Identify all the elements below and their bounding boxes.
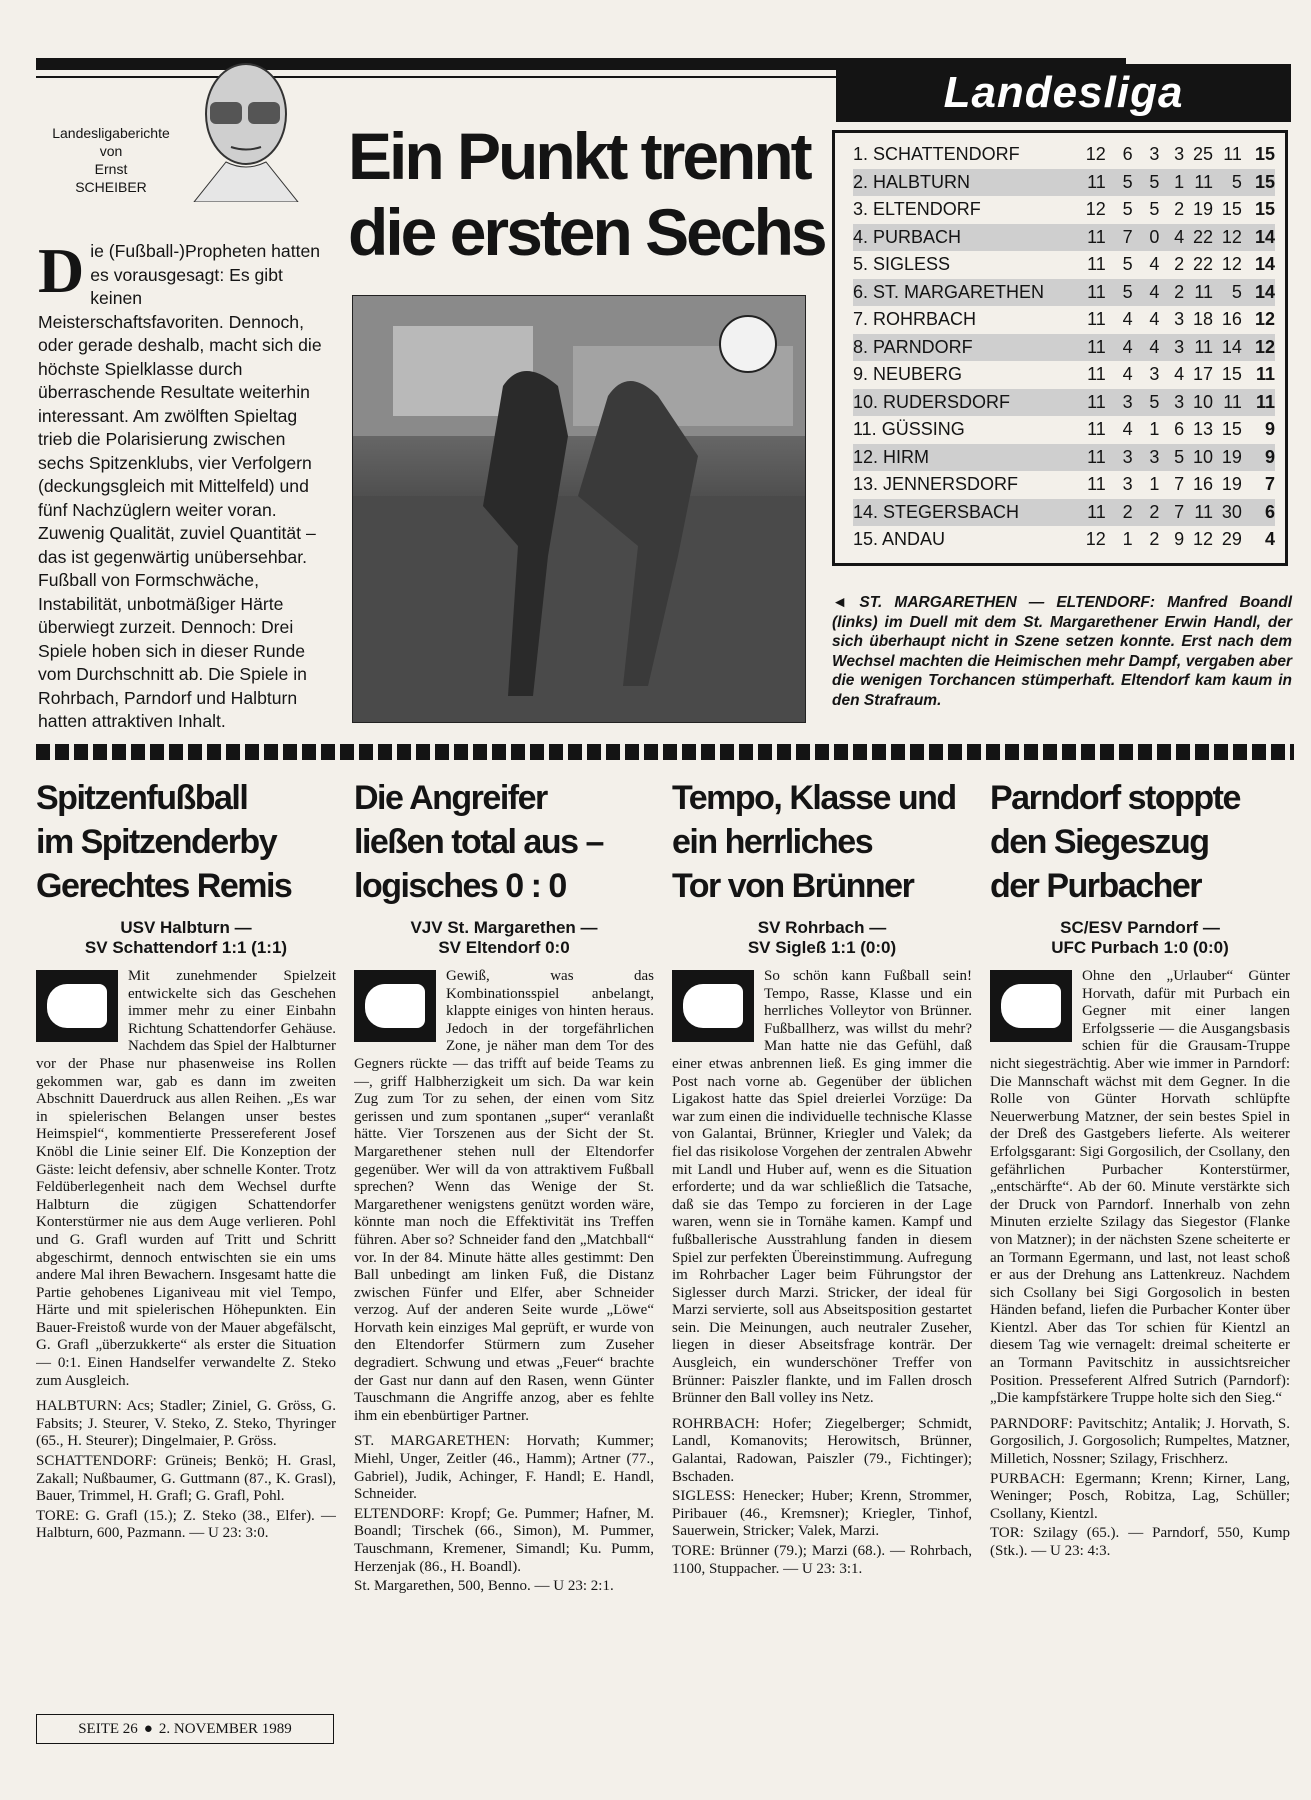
standings-cell-ga: 12: [1221, 254, 1242, 275]
article-headline: [672, 776, 972, 908]
standings-cell-w: 7: [1106, 224, 1133, 252]
standings-row: [853, 389, 1275, 417]
lineup-line: TORE: G. Grafl (15.); Z. Steko (38., Elfer). — Halbturn, 600, Pazmann. — U 23: 3:0.: [36, 1507, 336, 1542]
standings-cell-l: 2: [1174, 254, 1185, 275]
match-result: [990, 918, 1290, 958]
page-number: SEITE 26: [78, 1720, 138, 1737]
standings-cell-p: 11: [1087, 254, 1106, 275]
standings-cell-d: 4: [1133, 334, 1160, 362]
standings-cell-l: 6: [1174, 419, 1185, 440]
dropcap: D: [38, 240, 85, 306]
article-headline-line: den Siegeszug: [990, 823, 1209, 861]
standings-cell-l: 5: [1159, 444, 1184, 472]
standings-cell-p: 11: [1075, 169, 1106, 197]
standings-cell-ga: 14: [1213, 334, 1242, 362]
standings-cell-p: 11: [1087, 309, 1106, 330]
match-result-line: SV Schattendorf 1:1 (1:1): [84, 938, 288, 957]
standings-cell-p: 11: [1075, 389, 1106, 417]
match-photo: [352, 295, 806, 723]
standings-cell-pts: 11: [1242, 389, 1275, 417]
standings-cell-gf: 22: [1184, 224, 1213, 252]
article-body: Mit zunehmender Spielzeit entwickelte sich das Geschehen immer mehr zu einer Einbahn Richtung Schattendorfer Gehäuse. Nachdem das Spiel der Halbturner vor der Phase nur phasenweise ins Rollen gekommen war, gab es dann im zweiten Abschnitt Dauerdruck aus allen Reihen. „Es war in spielerischen Belangen unser bestes Heimspiel“, kommentierte Pressereferent Josef Knöbl die Linie seiner Elf. Die Konzeption der Gäste: leicht defensiv, aber schnelle Konter. Trotz Feldüberlegenheit nach dem Wechsel durfte Halbturn die zügigen Schattendorfer Konterstürmer nie aus dem Auge verlieren. Pohl und G. Grafl wurden auf Tritt und Schritt abgeschirmt, dennoch entwischten sie ein ums andere Mal ihren Bewachern. Insgesamt hatte die Partie gehobenes Liganiveau mit viel Tempo, Härte und mit spielerischen Höhepunkten. Ein Bauer-Freistoß wurde von der Mauer abgefälscht, G. Grafl „überzukkerte“ als erster die Situation — 0:1. Einen Handselfer verwandelte Z. Steko zum Ausgleich.: [36, 968, 336, 1389]
top-rule-thin: [36, 76, 836, 78]
standings-cell-w: 5: [1106, 279, 1133, 307]
standings-cell-team: 8. PARNDORF: [853, 334, 1075, 362]
lineup-line: SIGLESS: Henecker; Huber; Krenn, Strommer, Piribauer (46., Kremsner); Kriegler, Tinhof, Sauerwein, Stricker; Valek, Marzi.: [672, 1488, 972, 1540]
standings-cell-pts: 15: [1254, 199, 1275, 220]
lineup-line: ROHRBACH: Hofer; Ziegelberger; Schmidt, Landl, Komanovits; Herowitsch, Brünner, Galantai, Radowan, Paiszler (79., Fichtinger); Bschaden.: [672, 1415, 972, 1485]
standings-row: [853, 196, 1275, 224]
standings-cell-d: 5: [1133, 389, 1160, 417]
article-headline-line: Die Angreifer: [354, 779, 547, 817]
standings-cell-ga: 19: [1221, 474, 1242, 495]
byline-author: SCHEIBER: [75, 179, 147, 195]
standings-cell-w: 5: [1122, 254, 1133, 275]
standings-cell-pts: 7: [1264, 474, 1275, 495]
standings-cell-gf: 11: [1184, 169, 1213, 197]
standings-cell-gf: 13: [1193, 419, 1214, 440]
standings-cell-d: 5: [1149, 199, 1160, 220]
article-lineups: [672, 1416, 972, 1578]
standings-cell-d: 4: [1133, 279, 1160, 307]
standings-cell-l: 3: [1174, 144, 1185, 165]
standings-cell-ga: 5: [1213, 279, 1242, 307]
standings-cell-pts: 12: [1254, 309, 1275, 330]
page-footer: [36, 1714, 334, 1744]
byline-line: Landesligaberichte: [52, 125, 170, 141]
standings-cell-l: 4: [1159, 224, 1184, 252]
standings-cell-ga: 30: [1213, 499, 1242, 527]
article-headline: [36, 776, 336, 908]
standings-cell-gf: 18: [1193, 309, 1214, 330]
standings-cell-gf: 11: [1184, 279, 1213, 307]
standings-cell-team: 2. HALBTURN: [853, 169, 1075, 197]
standings-cell-team: 1. SCHATTENDORF: [853, 144, 1020, 165]
standings-row: [853, 361, 1275, 389]
standings-cell-gf: 16: [1193, 474, 1214, 495]
standings-cell-ga: 11: [1213, 389, 1242, 417]
standings-row: [853, 251, 1275, 279]
article-column: [990, 776, 1290, 1766]
standings-cell-p: 11: [1087, 474, 1106, 495]
standings-cell-ga: 19: [1213, 444, 1242, 472]
standings-cell-ga: 12: [1213, 224, 1242, 252]
standings-cell-pts: 14: [1242, 224, 1275, 252]
standings-cell-w: 5: [1122, 199, 1133, 220]
standings-cell-gf: 10: [1184, 389, 1213, 417]
byline: [36, 124, 186, 196]
photo-caption: ◄ ST. MARGARETHEN — ELTENDORF: Manfred Boandl (links) im Duell mit dem St. Margarethener Erwin Handl, der sich überhaupt nicht in Szene setzen konnte. Erst nach dem Wechsel machten die Heimischen mehr Dampf, vergaben aber die wenigen Torchancen stümperhaft. Eltendorf kam kaum in den Strafraum.: [832, 594, 1292, 709]
thumbs-up-icon: [990, 970, 1072, 1042]
article-lineups: [990, 1416, 1290, 1561]
standings-cell-team: 12. HIRM: [853, 444, 1075, 472]
standings-cell-pts: 9: [1242, 444, 1275, 472]
standings-cell-p: 12: [1085, 199, 1106, 220]
section-separator: [36, 744, 1294, 760]
standings-cell-w: 4: [1122, 419, 1133, 440]
article-headline-line: der Purbacher: [990, 867, 1202, 905]
standings-cell-team: 13. JENNERSDORF: [853, 474, 1019, 495]
match-result: [354, 918, 654, 958]
intro-text: [38, 240, 326, 730]
standings-cell-ga: 11: [1223, 144, 1242, 165]
standings-cell-pts: 12: [1242, 334, 1275, 362]
standings-cell-l: 3: [1159, 334, 1184, 362]
standings-cell-w: 6: [1122, 144, 1133, 165]
lineup-line: PARNDORF: Pavitschitz; Antalik; J. Horvath, S. Gorgosilich, J. Gorgosolich; Rumpeltes, Matzner, Milletich, Nossner; Szilagy, Frischherz.: [990, 1415, 1290, 1468]
standings-cell-gf: 11: [1184, 334, 1213, 362]
standings-row: [853, 141, 1275, 169]
article-headline: [354, 776, 654, 908]
standings-cell-d: 0: [1133, 224, 1160, 252]
standings-row: [853, 526, 1275, 554]
standings-cell-w: 3: [1106, 389, 1133, 417]
article-headline-line: ließen total aus –: [354, 823, 603, 861]
standings-cell-ga: 15: [1221, 419, 1242, 440]
standings-cell-l: 3: [1159, 389, 1184, 417]
standings-cell-l: 2: [1159, 279, 1184, 307]
standings-cell-ga: 16: [1221, 309, 1242, 330]
author-portrait: [186, 52, 306, 202]
article-body: Gewiß, was das Kombinationsspiel anbelangt, klappte einiges von hinten heraus. Jedoch in der torgefährlichen Zone, je näher man dem Tor des Gegners rückte — das trifft auf beide Teams zu —, griff Halbherzigkeit um sich. Da war kein Zug zum Tor zu sehen, der einen vom Sitz gerissen und zum spontanen „super“ veranlaßt hätte. Vier Torszenen aus der Sicht der St. Margarethener stehen null der Eltendorfer gegenüber. Wer will da von attraktivem Fußball sprechen? Wenn das Wenige der St. Margarethener wenigstens genützt worden wäre, könnte man noch die Effektivität ins Treffen führen. Aber so? Schneider fand den „Matchball“ vor. In der 84. Minute hätte alles gestimmt: Den Ball unbedingt am linken Fuß, die Distanz zwischen Fünfer und Elfer, aber Schneider verzog. Auf der anderen Seite wurde „Löwe“ Horvath kein einziges Mal geprüft, er wurde von den Eltendorfer Stürmern zum Zuseher degradiert. Schwung und etwas „Feuer“ brachte der Gast nur dann auf den Rasen, wenn Günter Tauschmann die Angriffe anzog, aber es fehlte ihm ein ebenbürtiger Partner.: [354, 968, 654, 1424]
standings-cell-pts: 14: [1242, 279, 1275, 307]
lineup-line: St. Margarethen, 500, Benno. — U 23: 2:1.: [354, 1578, 614, 1595]
standings-cell-pts: 15: [1254, 144, 1275, 165]
standings-cell-p: 12: [1085, 529, 1106, 550]
standings-cell-gf: 12: [1193, 529, 1214, 550]
standings-row: [853, 444, 1275, 472]
main-headline-line: Ein Punkt trennt: [348, 119, 810, 193]
article-column: [36, 776, 336, 1706]
standings-row: [853, 471, 1275, 499]
section-title: Landesliga: [943, 68, 1184, 117]
standings-cell-gf: 19: [1193, 199, 1214, 220]
article-headline: [990, 776, 1290, 908]
standings-cell-team: 15. ANDAU: [853, 529, 946, 550]
standings-cell-pts: 6: [1242, 499, 1275, 527]
standings-cell-l: 2: [1174, 199, 1185, 220]
standings-cell-p: 11: [1087, 364, 1106, 385]
standings-row: [853, 306, 1275, 334]
standings-cell-d: 2: [1149, 529, 1160, 550]
article-body: Ohne den „Urlauber“ Günter Horvath, dafür mit Purbach ein Gegner mit einer langen Erfolgsserie — die Ausgangsbasis schien für die Grausam-Truppe nicht siegesträchtig. Aber wie immer in Parndorf: Die Mannschaft wächst mit dem Gegner. In die Rolle von Günter Horvath schlüpfte Neuerwerbung Matzner, der sein bestes Spiel in der Dreß des Gastgebers lieferte. Als weiterer Erfolgsgarant: Sigi Gorgosilich, der Csollany, den gefährlichen Purbacher Konterstürmer, „entschärfte“. Ab der 60. Minute verstärkte sich der Druck von Parndorf. Innerhalb von zehn Minuten erzielte Szilagy das Siegestor (Flanke von Matzner); in der nächsten Szene scheiterte er an Tormann Egermann, und last, not least schoß er aus der Drehung ans Lattenkreuz. Nachdem sich Csollany bei Sigi Gorgosolich in besten Händen befand, liefen die Purbacher Konter über Kientzl. Aber das Tor schien für Kientzl an diesem Tag wie vernagelt: dreimal scheiterte er an Tormann Pavitschitz in aussichtsreicher Position. Presseferent Alfred Sutrich (Parndorf): „Die kampfstärkere Truppe holte sich den Sieg.“: [990, 968, 1290, 1407]
article-headline-line: logisches 0 : 0: [354, 867, 566, 905]
standings-cell-ga: 15: [1221, 364, 1242, 385]
standings-cell-team: 11. GÜSSING: [853, 419, 965, 440]
lineup-line: ELTENDORF: Kropf; Ge. Pummer; Hafner, M. Boandl; Tirschek (66., Simon), M. Pummer, Tauschmann, Kremener, Simandl; Ku. Pumm, Herzenjak (86., H. Boandl).: [354, 1505, 654, 1575]
standings-cell-pts: 11: [1255, 364, 1275, 385]
standings-cell-team: 9. NEUBERG: [853, 364, 963, 385]
standings-cell-ga: 5: [1213, 169, 1242, 197]
standings-cell-gf: 22: [1193, 254, 1214, 275]
thumbs-up-icon: [36, 970, 118, 1042]
standings-cell-team: 5. SIGLESS: [853, 254, 951, 275]
standings-cell-gf: 17: [1193, 364, 1214, 385]
standings-cell-p: 11: [1075, 444, 1106, 472]
article-headline-line: Gerechtes Remis: [36, 867, 292, 905]
standings-cell-d: 4: [1149, 254, 1160, 275]
article-column: [672, 776, 972, 1766]
standings-row: [853, 224, 1275, 252]
hand-pointing-icon: [354, 970, 436, 1042]
thumbs-up-icon: [672, 970, 754, 1042]
lineup-line: TORE: Brünner (79.); Marzi (68.). — Rohrbach, 1100, Stuppacher. — U 23: 3:1.: [672, 1543, 972, 1577]
standings-cell-team: 6. ST. MARGARETHEN: [853, 279, 1075, 307]
standings-row: [853, 279, 1275, 307]
byline-line: Ernst: [94, 161, 128, 177]
standings-cell-p: 11: [1075, 224, 1106, 252]
standings-cell-d: 3: [1149, 144, 1160, 165]
match-result-line: SC/ESV Parndorf —: [1060, 918, 1220, 937]
standings-row: [853, 169, 1275, 197]
standings-row: [853, 416, 1275, 444]
standings-cell-w: 5: [1106, 169, 1133, 197]
match-result-line: USV Halbturn —: [120, 918, 252, 937]
article-headline-line: Tor von Brünner: [672, 867, 914, 905]
match-result-line: SV Rohrbach —: [757, 918, 887, 937]
standings-cell-team: 14. STEGERSBACH: [853, 499, 1075, 527]
article-headline-line: ein herrliches: [672, 823, 873, 861]
match-result-line: UFC Purbach 1:0 (0:0): [1051, 938, 1229, 957]
article-headline-line: Parndorf stoppte: [990, 779, 1240, 817]
standings-row: [853, 499, 1275, 527]
standings-cell-w: 3: [1122, 474, 1133, 495]
standings-cell-pts: 9: [1264, 419, 1275, 440]
standings-cell-ga: 29: [1221, 529, 1242, 550]
article-lineups: [36, 1398, 336, 1543]
standings-row: [853, 334, 1275, 362]
standings-cell-l: 9: [1174, 529, 1185, 550]
standings-cell-l: 1: [1159, 169, 1184, 197]
standings-cell-pts: 4: [1264, 529, 1275, 550]
standings-cell-w: 4: [1122, 309, 1133, 330]
standings-cell-w: 1: [1122, 529, 1133, 550]
section-title-box: [836, 64, 1291, 122]
match-result-line: VJV St. Margarethen —: [410, 918, 598, 937]
standings-cell-w: 2: [1106, 499, 1133, 527]
standings-cell-w: 3: [1106, 444, 1133, 472]
standings-cell-gf: 11: [1184, 499, 1213, 527]
match-result-line: SV Sigleß 1:1 (0:0): [747, 938, 897, 957]
page-date: 2. NOVEMBER 1989: [158, 1720, 292, 1737]
standings-cell-p: 11: [1075, 499, 1106, 527]
standings-cell-team: 3. ELTENDORF: [853, 199, 981, 220]
standings-cell-w: 4: [1106, 334, 1133, 362]
article-headline-line: Tempo, Klasse und: [672, 779, 956, 817]
article-column: [354, 776, 654, 1766]
lineup-line: PURBACH: Egermann; Krenn; Kirner, Lang, Weninger; Posch, Robitza, Lag, Schüller; Csollany, Kientzl.: [990, 1470, 1290, 1522]
standings-cell-p: 11: [1087, 419, 1106, 440]
main-headline-line: die ersten Sechs: [348, 195, 825, 269]
article-headline-line: Spitzenfußball: [36, 779, 248, 817]
standings-cell-d: 5: [1133, 169, 1160, 197]
article-headline-line: im Spitzenderby: [36, 823, 277, 861]
standings-cell-ga: 15: [1221, 199, 1242, 220]
intro-body: ie (Fußball-)Propheten hatten es vorausgesagt: Es gibt keinen Meisterschaftsfavoriten. Dennoch, oder gerade deshalb, macht sich die höchste Spielklasse durch überraschende Resultate weiterhin interessant. Am zwölften Spieltag trieb die Polarisierung zwischen sechs Spitzenklubs, vier Verfolgern (deckungsgleich mit Mittelfeld) und fünf Nachzüglern weiter voran. Zuwenig Qualität, zuviel Quantität – das ist gegenwärtig unübersehbar. Fußball von Formschwäche, Instabilität, unbotmäßiger Härte überwiegt zurzeit. Dennoch: Drei Spiele hoben sich in dieser Runde vom Durchschnitt ab. Die Spiele in Rohrbach, Parndorf und Halbturn hatten attraktiven Inhalt.: [38, 241, 322, 730]
standings-cell-d: 3: [1149, 364, 1160, 385]
standings-cell-l: 7: [1159, 499, 1184, 527]
standings-cell-team: 7. ROHRBACH: [853, 309, 977, 330]
standings-cell-l: 7: [1174, 474, 1185, 495]
standings-cell-d: 4: [1149, 309, 1160, 330]
standings-cell-l: 4: [1174, 364, 1185, 385]
standings-cell-pts: 15: [1242, 169, 1275, 197]
match-result: [672, 918, 972, 958]
match-result-line: SV Eltendorf 0:0: [438, 938, 570, 957]
lineup-line: HALBTURN: Acs; Stadler; Ziniel, G. Gröss, G. Fabsits; J. Steurer, V. Steko, Z. Steko, Thyringer (65., H. Steurer); Dingelmaier, P. Gröss.: [36, 1398, 336, 1450]
standings-box: [832, 130, 1288, 566]
match-result: [36, 918, 336, 958]
bullet-icon: ●: [143, 1720, 153, 1737]
standings-cell-pts: 14: [1254, 254, 1275, 275]
byline-line: von: [99, 143, 123, 159]
standings-cell-team: 4. PURBACH: [853, 224, 1075, 252]
standings-cell-d: 1: [1149, 419, 1160, 440]
lineup-line: TOR: Szilagy (65.). — Parndorf, 550, Kump (Stk.). — U 23: 4:3.: [990, 1525, 1290, 1559]
standings-cell-gf: 25: [1193, 144, 1214, 165]
standings-cell-d: 3: [1133, 444, 1160, 472]
standings-cell-gf: 10: [1184, 444, 1213, 472]
main-headline: [348, 118, 825, 270]
standings-cell-l: 3: [1174, 309, 1185, 330]
standings-cell-d: 1: [1149, 474, 1160, 495]
standings-cell-team: 10. RUDERSDORF: [853, 389, 1075, 417]
standings-cell-w: 4: [1122, 364, 1133, 385]
standings-table: [853, 141, 1275, 554]
article-lineups: [354, 1433, 654, 1595]
lineup-line: SCHATTENDORF: Grüneis; Benkö; H. Grasl, Zakall; Nußbaumer, G. Guttmann (87., K. Grasl), Bauer, Trimmel, H. Grafl; G. Grafl, Pohl.: [36, 1453, 336, 1505]
standings-cell-d: 2: [1133, 499, 1160, 527]
article-body: So schön kann Fußball sein! Tempo, Rasse, Klasse und ein herrliches Volleytor von Brünner. Fußballherz, was willst du mehr? Man hatte nie das Gefühl, daß einer etwas anbrennen ließ. Es ging immer die Post nach vorne ab. Gegenüber der üblichen Ligakost hatte das Spiel dreierlei Vorzüge: Da war zum einen die individuelle technische Klasse von Galantai, Brünner, Kriegler und Valek; da fiel das risikolose Vorgehen der zentralen Abwehr mit Landl und Huber auf, wenn es die Situation erforderte; und da war schließlich die Tatsache, daß sie das Tempo zu forcieren in der Lage waren, wenn sie in Tornähe kamen. Kampf und fußballerische Ausstrahlung fanden in diesem Spiel zur perfekten Übereinstimmung. Aufregung im Rohrbacher Lager beim Führungstor der Siglesser durch Marzi. Stricker, der ideal für Marzi servierte, soll aus Abseitsposition gestartet sein. Die Meinungen, auch neutraler Zuseher, liegen in dieser Abseitsfrage konträr. Der Ausgleich, ein wunderschöner Treffer von Brünner: Paiszler flankte, und im Fallen drosch Brünner den Ball volley ins Netz.: [672, 968, 972, 1407]
lineup-line: ST. MARGARETHEN: Horvath; Kummer; Miehl, Unger, Zeitler (46., Hamm); Artner (77., Gabriel), Judik, Achinger, F. Handl; E. Handl, Schneider.: [354, 1433, 654, 1503]
standings-cell-p: 11: [1075, 279, 1106, 307]
standings-cell-p: 11: [1075, 334, 1106, 362]
standings-cell-p: 12: [1085, 144, 1106, 165]
